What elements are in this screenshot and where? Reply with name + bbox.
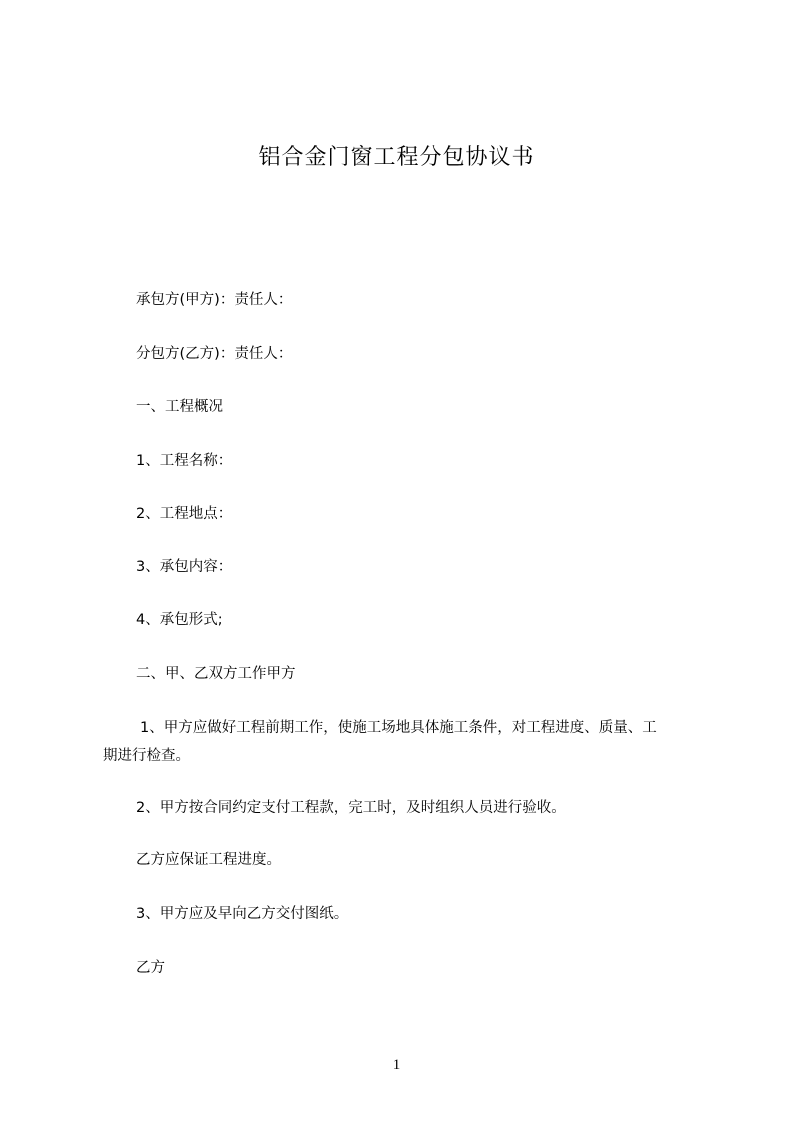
paragraph-contract-content: 3、承包内容： [136, 559, 233, 575]
paragraph-project-name: 1、工程名称： [136, 453, 233, 469]
paragraph-project-location: 2、工程地点： [136, 506, 233, 522]
paragraph-party-b-progress: 乙方应保证工程进度。 [136, 852, 281, 868]
paragraph-party-b-heading: 乙方 [136, 960, 165, 976]
document-title: 铝合金门窗工程分包协议书 [258, 145, 535, 170]
paragraph-party-a-duty-3: 3、甲方应及早向乙方交付图纸。 [136, 906, 349, 922]
section-heading-duties: 二、甲、乙双方工作甲方 [136, 666, 296, 682]
paragraph-contractor: 承包方(甲方)：责任人： [136, 292, 293, 308]
paragraph-contract-form: 4、承包形式; [136, 612, 223, 628]
paragraph-subcontractor: 分包方(乙方)：责任人： [136, 346, 293, 362]
paragraph-party-a-duty-1: 1、甲方应做好工程前期工作，使施工场地具体施工条件，对工程进度、质量、工 期进行检查。 [103, 720, 657, 764]
section-heading-overview: 一、工程概况 [136, 399, 223, 415]
paragraph-party-a-duty-2: 2、甲方按合同约定支付工程款，完工时，及时组织人员进行验收。 [136, 800, 566, 816]
page-number: 1 [392, 1057, 401, 1073]
